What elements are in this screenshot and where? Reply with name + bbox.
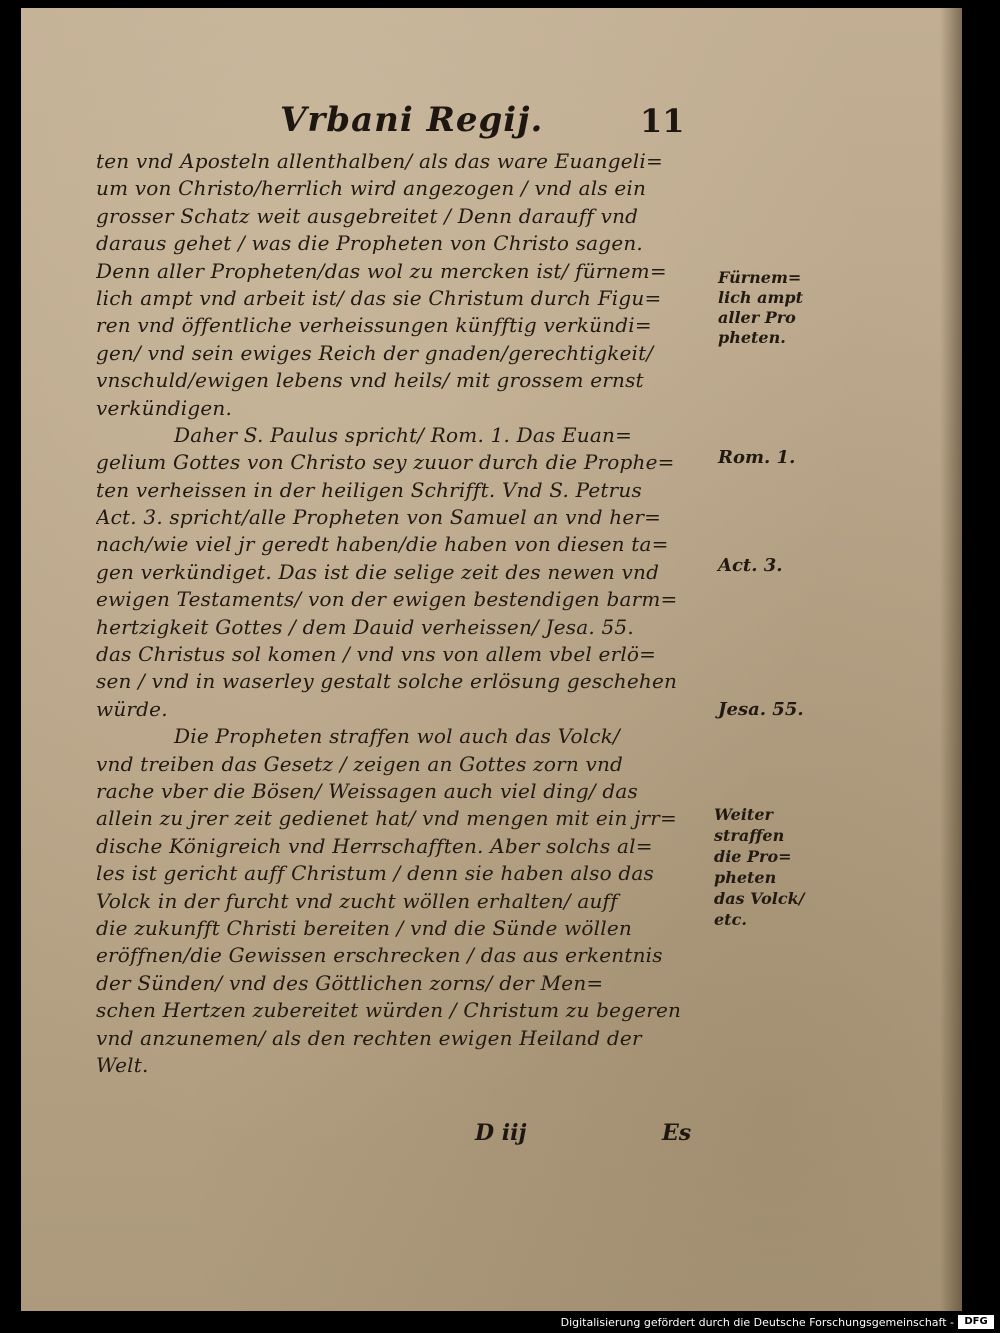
- text-line: gelium Gottes von Christo sey zuuor durch die Prophe=: [96, 450, 675, 475]
- dfg-logo-icon: DFG: [958, 1315, 994, 1329]
- text-line: schen Hertzen zubereitet würden / Christum zu begeren: [96, 998, 682, 1023]
- marginal-line: pheten.: [718, 328, 786, 347]
- text-line: grosser Schatz weit ausgebreitet / Denn darauff vnd: [96, 203, 639, 228]
- marginal-line: Act. 3.: [718, 555, 783, 576]
- text-line: Welt.: [96, 1052, 149, 1077]
- text-line: vnd anzunemen/ als den rechten ewigen Heiland der: [96, 1025, 642, 1050]
- text-line: Daher S. Paulus spricht/ Rom. 1. Das Euan=: [174, 422, 633, 447]
- signature-mark: D iij: [475, 1120, 527, 1146]
- marginal-note-straffen: [714, 804, 805, 930]
- marginal-line: aller Pro: [718, 308, 796, 327]
- text-line: ren vnd öffentliche verheissungen künfftig verkündi=: [96, 313, 652, 338]
- text-line: ten verheissen in der heiligen Schrifft. Vnd S. Petrus: [96, 477, 642, 502]
- text-line: das Christus sol komen / vnd vns von allem vbel erlö=: [96, 642, 657, 667]
- marginal-line: etc.: [714, 910, 747, 929]
- text-line: nach/wie viel jr geredt haben/die haben von diesen ta=: [96, 532, 669, 557]
- text-line: vnschuld/ewigen lebens vnd heils/ mit grossem ernst: [96, 368, 644, 393]
- text-line: würde.: [96, 696, 168, 721]
- page-gutter-shadow: [940, 8, 962, 1311]
- running-head: Vrbani Regij.: [280, 100, 544, 140]
- text-line: der Sünden/ vnd des Göttlichen zorns/ der Men=: [96, 970, 604, 995]
- funding-notice: Digitalisierung gefördert durch die Deutsche Forschungsgemeinschaft -: [560, 1316, 954, 1329]
- text-line: Die Propheten straffen wol auch das Volck/: [174, 724, 620, 749]
- marginal-line: lich ampt: [718, 288, 803, 307]
- text-line: die zukunfft Christi bereiten / vnd die Sünde wöllen: [96, 915, 632, 940]
- text-line: Volck in der furcht vnd zucht wöllen erhalten/ auff: [96, 888, 618, 913]
- text-line: ewigen Testaments/ von der ewigen bestendigen barm=: [96, 587, 678, 612]
- marginal-note-act: [718, 556, 783, 576]
- text-line: daraus gehet / was die Propheten von Christo sagen.: [96, 231, 643, 256]
- marginal-line: das Volck/: [714, 889, 805, 908]
- text-line: eröffnen/die Gewissen erschrecken / das aus erkentnis: [96, 943, 663, 968]
- text-line: hertzigkeit Gottes / dem Dauid verheissen/ Jesa. 55.: [96, 614, 634, 639]
- marginal-line: Fürnem=: [718, 268, 802, 287]
- text-line: allein zu jrer zeit gedienet hat/ vnd mengen mit ein jrr=: [96, 806, 677, 831]
- marginal-line: Weiter: [714, 805, 773, 824]
- text-line: les ist gericht auff Christum / denn sie haben also das: [96, 861, 654, 886]
- body-text: [96, 148, 721, 1079]
- marginal-line: die Pro=: [714, 847, 792, 866]
- marginal-line: pheten: [714, 868, 777, 887]
- text-line: Denn aller Propheten/das wol zu mercken ist/ fürnem=: [96, 258, 667, 283]
- marginal-note-jesa: [718, 700, 804, 720]
- catchword: Es: [662, 1120, 692, 1146]
- page-number: 11: [640, 102, 685, 140]
- marginal-line: straffen: [714, 826, 785, 845]
- text-line: verkündigen.: [96, 395, 233, 420]
- text-line: lich ampt vnd arbeit ist/ das sie Christum durch Figu=: [96, 285, 662, 310]
- text-line: vnd treiben das Gesetz / zeigen an Gottes zorn vnd: [96, 751, 624, 776]
- text-line: sen / vnd in waserley gestalt solche erlösung geschehen: [96, 669, 678, 694]
- marginal-note-rom: [718, 448, 795, 468]
- text-line: gen verkündiget. Das ist die selige zeit des newen vnd: [96, 559, 660, 584]
- text-line: um von Christo/herrlich wird angezogen / vnd als ein: [96, 176, 647, 201]
- text-line: dische Königreich vnd Herrschafften. Aber solchs al=: [96, 833, 653, 858]
- marginal-line: Jesa. 55.: [718, 699, 804, 720]
- text-line: rache vber die Bösen/ Weissagen auch viel ding/ das: [96, 778, 639, 803]
- marginal-note-ampt: [718, 268, 803, 348]
- text-line: Act. 3. spricht/alle Propheten von Samuel an vnd her=: [96, 505, 662, 530]
- text-line: ten vnd Aposteln allenthalben/ als das ware Euangeli=: [96, 149, 663, 173]
- marginal-line: Rom. 1.: [718, 447, 796, 468]
- text-line: gen/ vnd sein ewiges Reich der gnaden/gerechtigkeit/: [96, 340, 654, 365]
